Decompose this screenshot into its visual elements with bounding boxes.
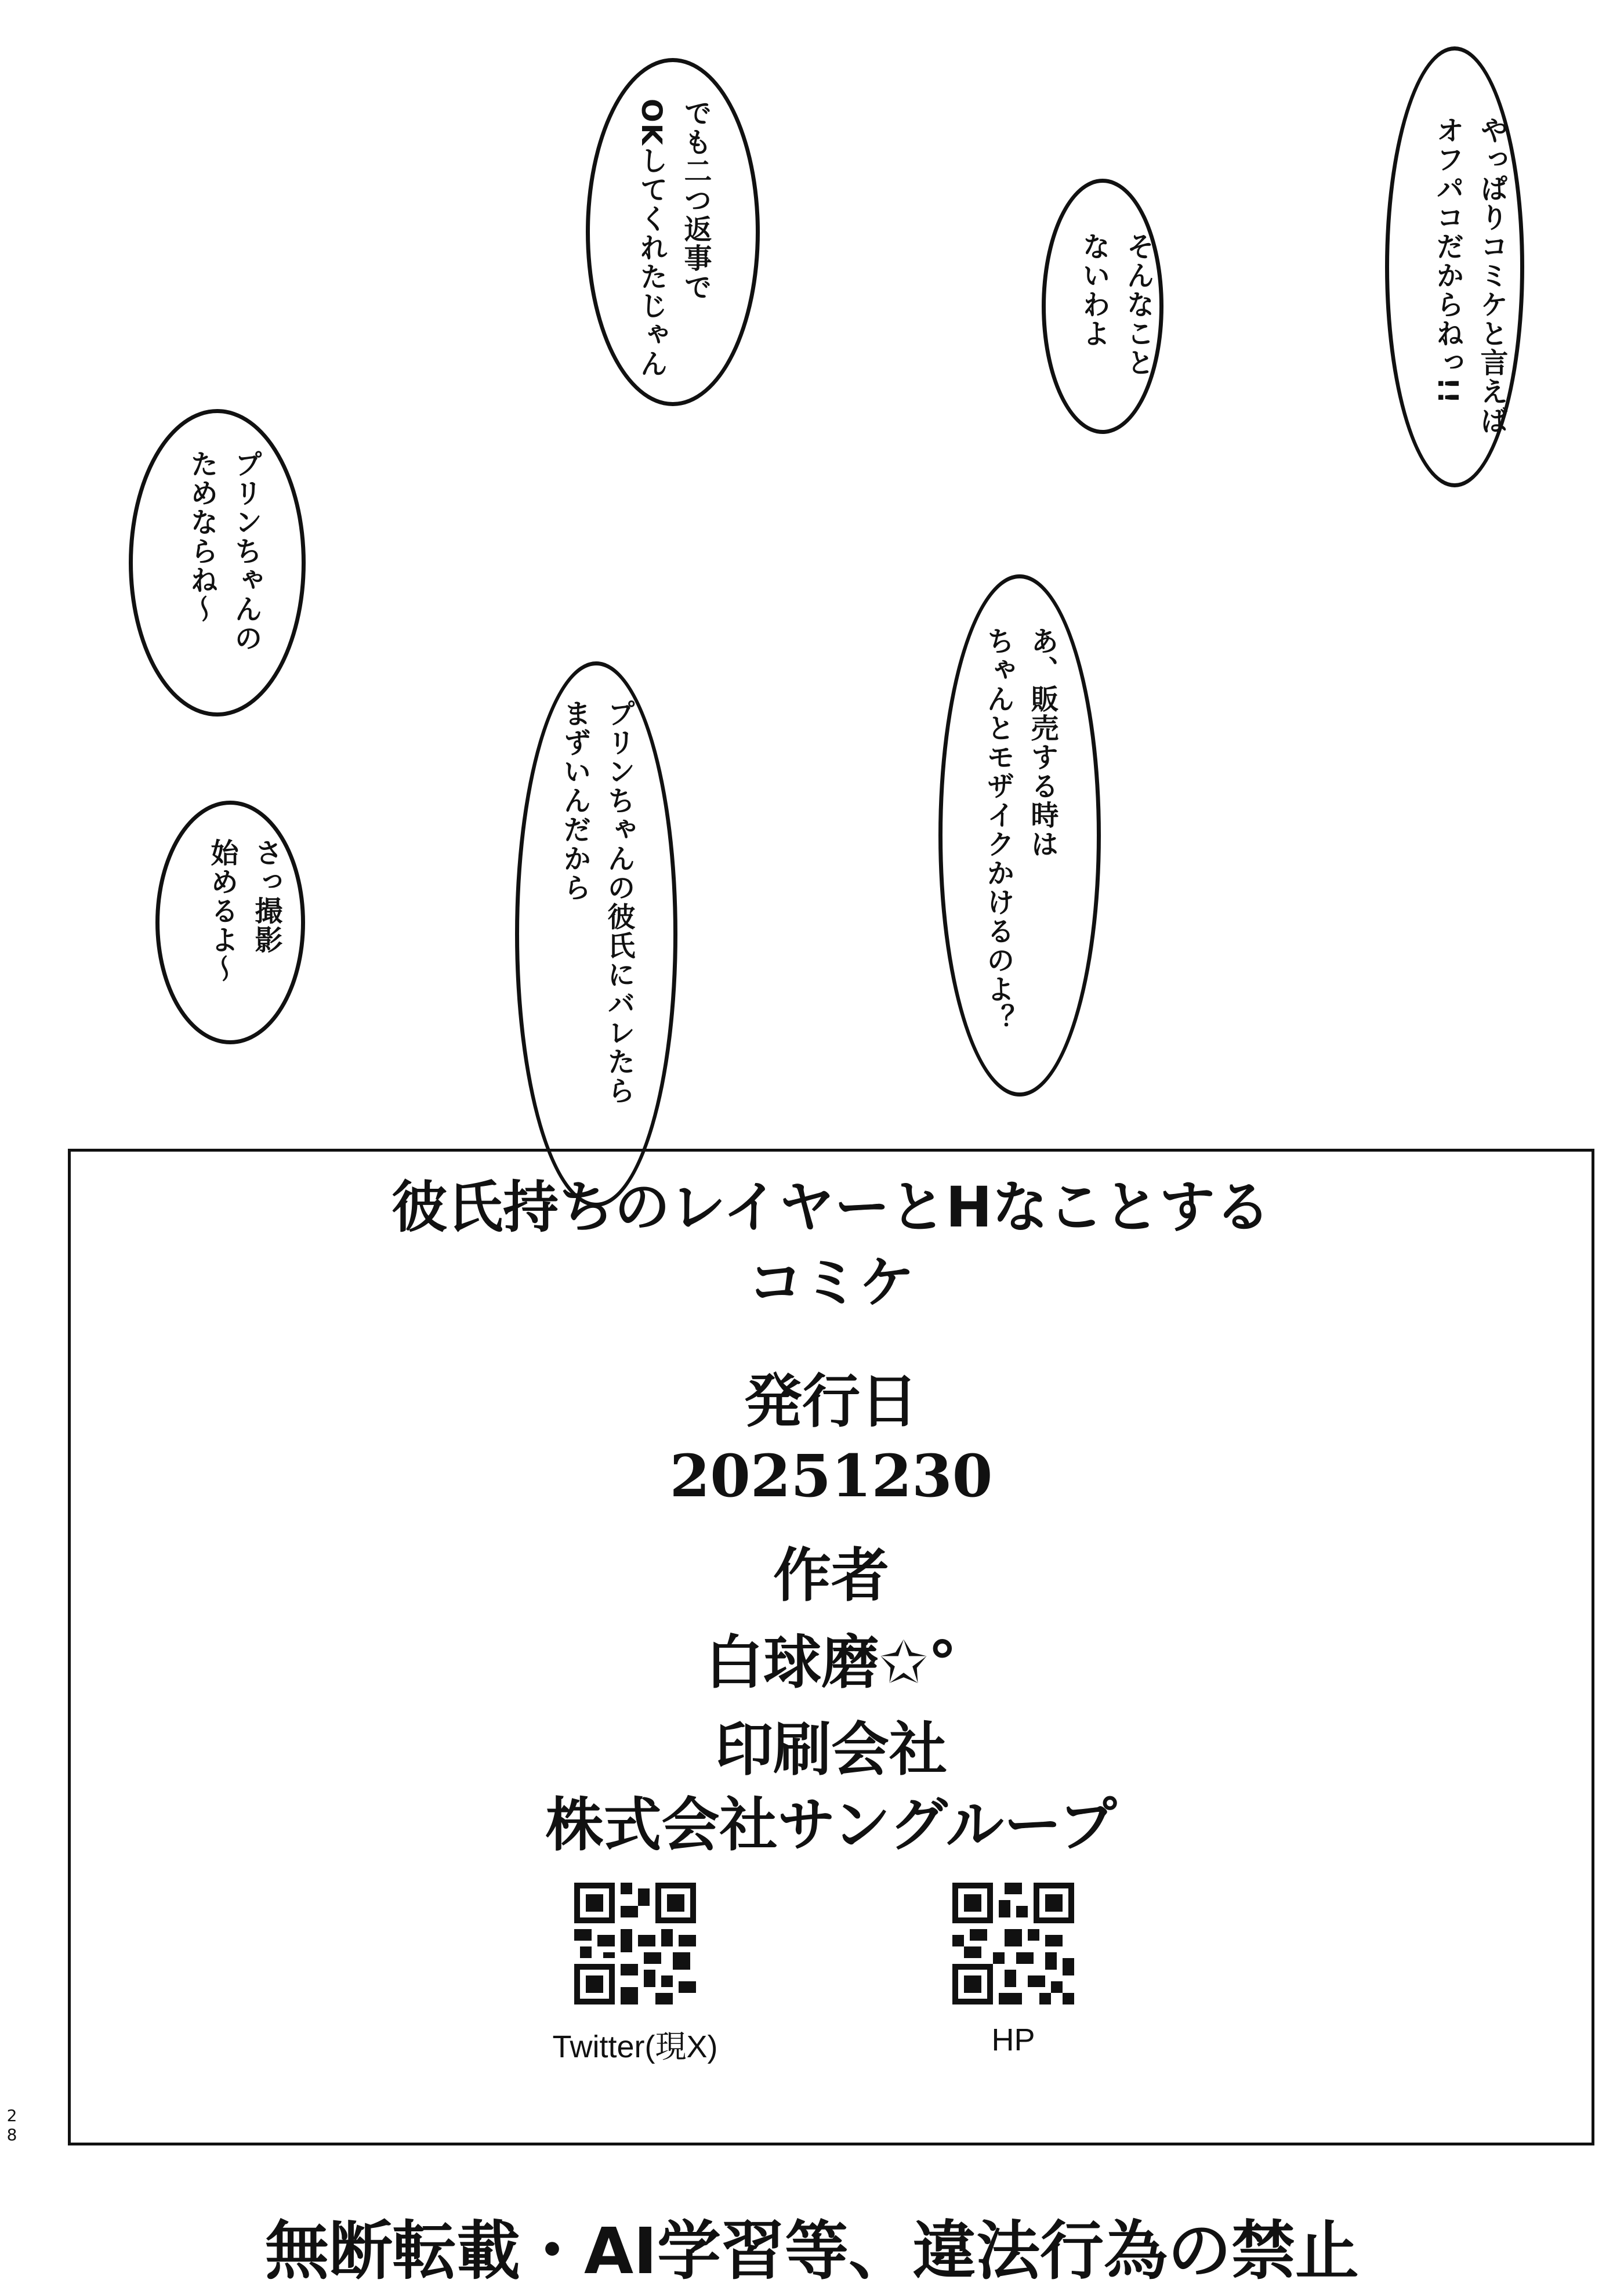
speech-text-1: やっぱりコミケと言えば オフパコだからねっ!! bbox=[1431, 116, 1508, 435]
colophon-box bbox=[68, 1149, 1594, 2145]
twitter-qr-code[interactable] bbox=[574, 1883, 696, 2004]
book-title-line1: 彼氏持ちのレイヤーとHなことする bbox=[392, 1175, 1271, 1240]
hp-qr-label: HP bbox=[991, 2022, 1035, 2057]
printer-name: 株式会社サングループ bbox=[545, 1791, 1117, 1859]
issue-date-label: 発行日 bbox=[744, 1367, 918, 1435]
speech-text-2: でも二つ返事で OKしてくれたじゃん bbox=[635, 99, 712, 378]
hp-qr-code[interactable] bbox=[952, 1883, 1074, 2004]
author-label: 作者 bbox=[773, 1542, 889, 1609]
speech-text-4: プリンちゃんの ためならね～ bbox=[186, 450, 262, 653]
copyright-notice: 無断転載・AI学習等、違法行為の禁止 bbox=[264, 2214, 1360, 2288]
speech-text-3: そんなこと ないわよ bbox=[1078, 232, 1154, 377]
issue-date: 20251230 bbox=[669, 1442, 993, 1510]
speech-text-7: さっ撮影 始めるよ～ bbox=[206, 838, 282, 983]
printer-label: 印刷会社 bbox=[715, 1716, 947, 1783]
speech-text-6: プリンちゃんの彼氏にバレたら まずいんだから bbox=[559, 699, 635, 1105]
book-title-line2: コミケ bbox=[748, 1250, 915, 1315]
page-number: 28 bbox=[2, 2106, 21, 2144]
speech-text-5: あ、販売する時は ちゃんとモザイクかけるのよ？ bbox=[982, 627, 1058, 1033]
twitter-qr-label: Twitter(現X) bbox=[552, 2029, 718, 2064]
author-name: 白球磨✩° bbox=[705, 1629, 957, 1696]
